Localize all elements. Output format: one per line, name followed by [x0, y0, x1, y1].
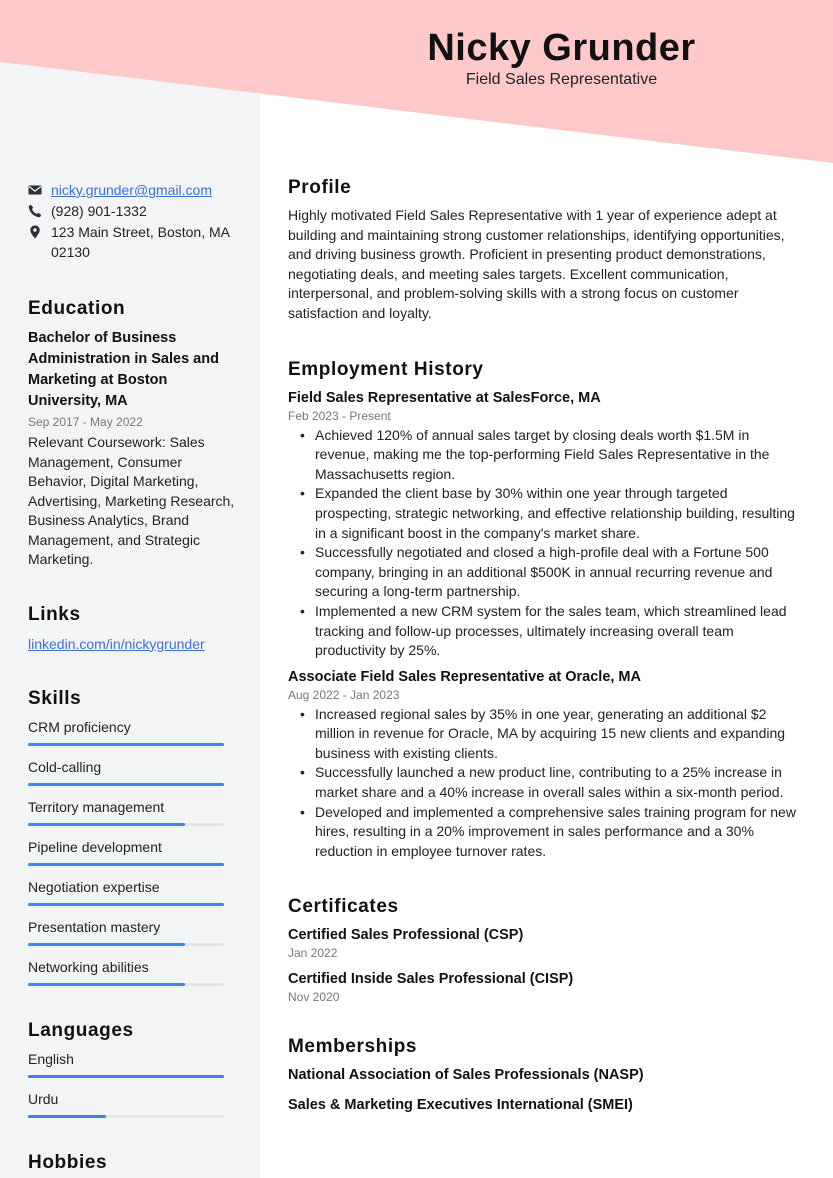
skill-label: English	[28, 1050, 74, 1067]
skill-level-fill	[28, 823, 185, 826]
list-item: • Developed and implemented a comprehensive sales training program for new hires, resulting in a 20% improvement in sales performance and a 30% reduction in employee turnover rates.	[315, 803, 803, 862]
skill-item	[28, 878, 238, 906]
main-content	[288, 176, 803, 1125]
skill-label: Pipeline development	[28, 838, 162, 855]
skill-level-bar	[28, 983, 224, 986]
skill-level-fill	[28, 1075, 224, 1078]
job-bullets	[288, 705, 803, 862]
skill-item	[28, 758, 238, 786]
sidebar-content	[28, 180, 238, 1178]
certificate-title: Certified Inside Sales Professional (CISP)	[288, 971, 574, 988]
job-entry	[288, 667, 803, 862]
certificate-date: Nov 2020	[288, 990, 340, 1005]
list-item: • Increased regional sales by 35% in one year, generating an additional $2 million in revenue for Oracle, MA by acquiring 15 new clients and expanding business with existing clients.	[315, 705, 803, 764]
skill-item	[28, 1090, 238, 1118]
skill-level-bar	[28, 863, 224, 866]
skill-level-fill	[28, 943, 185, 946]
skill-label: Negotiation expertise	[28, 878, 160, 895]
job-dates: Feb 2023 - Present	[288, 408, 391, 423]
profile-heading: Profile	[288, 177, 352, 198]
skill-level-fill	[28, 863, 224, 866]
memberships-heading: Memberships	[288, 1036, 418, 1058]
contact-details	[28, 180, 238, 262]
job-entry	[288, 388, 803, 661]
email-link[interactable]: nicky.grunder@gmail.com	[51, 182, 213, 198]
contact-phone-row	[28, 201, 238, 221]
linkedin-link[interactable]: linkedin.com/in/nickygrunder	[28, 635, 205, 652]
skill-level-fill	[28, 743, 224, 746]
map-pin-icon	[28, 225, 42, 239]
hobbies-heading: Hobbies	[28, 1151, 108, 1173]
skill-level-bar	[28, 1075, 224, 1078]
employment-heading: Employment History	[288, 358, 484, 380]
list-item: • Successfully negotiated and closed a high-profile deal with a Fortune 500 company, bringing in an additional $500K in annual recurring revenue and securing a long-term partnership.	[315, 543, 803, 602]
skill-item	[28, 958, 238, 986]
job-title: Field Sales Representative at SalesForce, MA	[288, 389, 601, 406]
education-coursework: Relevant Coursework: Sales Management, Consumer Behavior, Digital Marketing, Advertising, Marketing Research, Business Analytics, Brand Management, and Strategic Marketing.	[28, 434, 235, 567]
skill-item	[28, 798, 238, 826]
address: 123 Main Street, Boston, MA 02130	[51, 224, 230, 260]
certificate-title: Certified Sales Professional (CSP)	[288, 927, 524, 944]
skill-label: Territory management	[28, 798, 165, 815]
list-item: • Expanded the client base by 30% within one year through targeted prospecting, strategic networking, and effective relationship building, resulting in a significant boost in the company's market share.	[315, 484, 803, 543]
membership-item: National Association of Sales Professionals (NASP)	[288, 1067, 644, 1084]
phone-number: (928) 901-1332	[51, 203, 147, 219]
skill-level-fill	[28, 983, 185, 986]
skill-level-bar	[28, 743, 224, 746]
links-heading: Links	[28, 603, 81, 625]
contact-address-row	[28, 222, 238, 262]
education-heading: Education	[28, 298, 126, 319]
profile-text: Highly motivated Field Sales Representative with 1 year of experience adept at building and maintaining strong customer relationships, identifying opportunities, and driving business growth. Proficient in presenting product demonstrations, negotiating deals, and meeting sales targets. Excellent communication, interpersonal, and problem-solving skills with a strong focus on customer satisfaction and loyalty.	[288, 207, 785, 321]
contact-email-row	[28, 180, 238, 200]
skill-level-fill	[28, 1115, 106, 1118]
certificate-date: Jan 2022	[288, 946, 338, 961]
skill-level-bar	[28, 783, 224, 786]
skill-level-fill	[28, 783, 224, 786]
job-title: Associate Field Sales Representative at Oracle, MA	[288, 668, 641, 685]
skills-heading: Skills	[28, 687, 82, 709]
skills-list	[28, 718, 238, 986]
skill-level-bar	[28, 903, 224, 906]
candidate-title: Field Sales Representative	[465, 71, 658, 88]
languages-list	[28, 1050, 238, 1118]
job-bullets	[288, 426, 803, 661]
candidate-name: Nicky Grunder	[427, 27, 696, 69]
skill-item	[28, 718, 238, 746]
skill-item	[28, 1050, 238, 1078]
certificates-heading: Certificates	[288, 896, 399, 918]
education-dates: Sep 2017 - May 2022	[28, 415, 143, 429]
phone-icon	[28, 204, 42, 218]
education-degree: Bachelor of Business Administration in Sales and Marketing at Boston University, MA	[28, 330, 219, 409]
skill-level-bar	[28, 1115, 224, 1118]
resume-header	[260, 26, 833, 90]
list-item: • Achieved 120% of annual sales target by closing deals worth $1.5M in revenue, making me the top-performing Field Sales Representative in the Massachusetts region.	[315, 426, 803, 485]
list-item: • Implemented a new CRM system for the sales team, which streamlined lead tracking and follow-up processes, ultimately increasing overall team productivity by 25%.	[315, 602, 803, 661]
skill-label: Urdu	[28, 1090, 59, 1107]
skill-item	[28, 838, 238, 866]
list-item: • Successfully launched a new product line, contributing to a 25% increase in market share and a 40% increase in overall sales within a six-month period.	[315, 763, 803, 802]
envelope-icon	[28, 183, 42, 197]
skill-label: Cold-calling	[28, 758, 102, 775]
skill-item	[28, 918, 238, 946]
skill-label: Presentation mastery	[28, 918, 161, 935]
skill-level-bar	[28, 823, 224, 826]
skill-label: CRM proficiency	[28, 718, 131, 735]
skill-level-bar	[28, 943, 224, 946]
membership-item: Sales & Marketing Executives International (SMEI)	[288, 1097, 633, 1114]
skill-label: Networking abilities	[28, 958, 149, 975]
skill-level-fill	[28, 903, 224, 906]
job-dates: Aug 2022 - Jan 2023	[288, 687, 400, 702]
languages-heading: Languages	[28, 1019, 134, 1041]
